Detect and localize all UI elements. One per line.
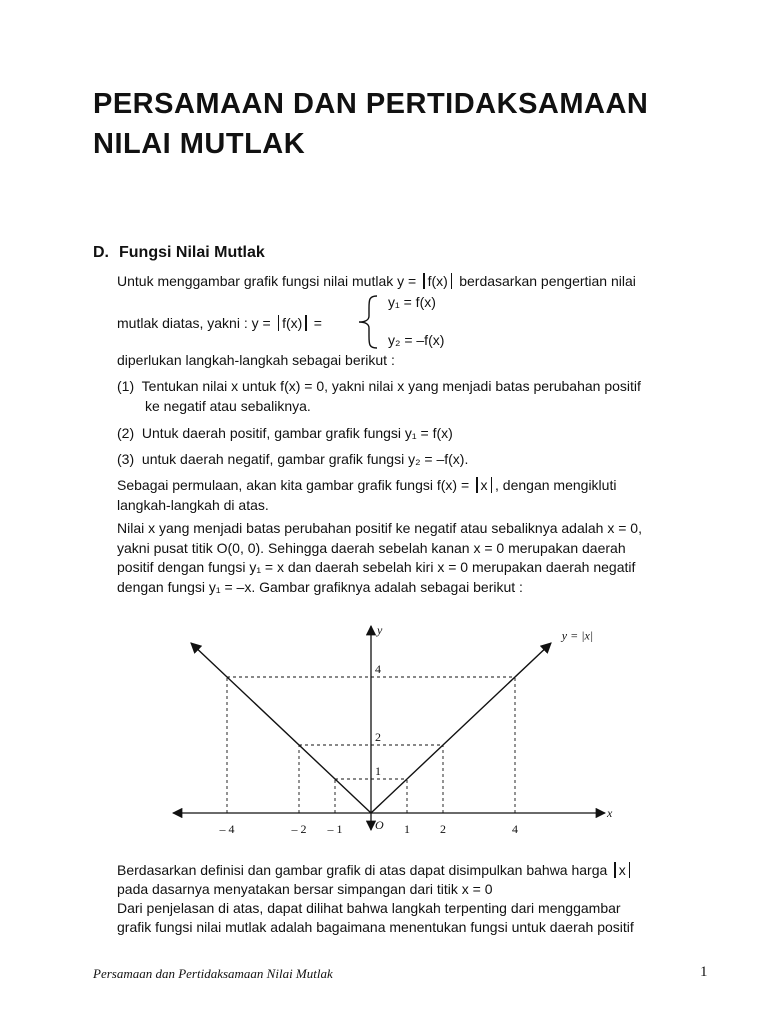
curly-brace-icon xyxy=(351,294,381,350)
curve-left-branch xyxy=(191,643,371,813)
abs-bar-left xyxy=(476,477,478,493)
example-line-1 xyxy=(117,476,616,494)
explanation-line-1: Nilai x yang menjadi batas perubahan positif ke negatif atau sebaliknya adalah x = 0, xyxy=(117,520,642,536)
example-tail: , dengan mengikluti xyxy=(495,477,617,493)
intro-fx: f(x) xyxy=(427,273,448,289)
conclusion-line-2: pada dasarnya menyatakan bersar simpangan dari titik x = 0 xyxy=(117,881,493,897)
y-tick-label: 4 xyxy=(375,662,381,676)
x-tick-label: 4 xyxy=(512,822,518,836)
case-1: y₁ = f(x) xyxy=(388,294,436,310)
abs-bar-right xyxy=(451,273,453,289)
step-3 xyxy=(117,450,468,468)
step-text: Untuk daerah positif, gambar grafik fungsi y₁ = f(x) xyxy=(141,425,453,441)
intro-line-3: diperlukan langkah-langkah sebagai berikut : xyxy=(117,352,395,368)
intro-line-1 xyxy=(117,272,636,290)
explanation-line-4: dengan fungsi y₁ = –x. Gambar grafiknya adalah sebagai berikut : xyxy=(117,579,523,595)
origin-label: O xyxy=(375,818,384,832)
curve-right-branch xyxy=(371,643,551,813)
section-number: D. xyxy=(93,244,109,261)
intro-equals: = xyxy=(313,315,322,331)
step-2 xyxy=(117,424,453,442)
x-tick-label: – 4 xyxy=(219,822,235,836)
abs-bar-left xyxy=(614,862,616,878)
conclusion-line-3: Dari penjelasan di atas, dapat dilihat bahwa langkah terpenting dari menggambar xyxy=(117,900,621,916)
example-text: Sebagai permulaan, akan kita gambar grafik fungsi f(x) = xyxy=(117,477,470,493)
step-text: Tentukan nilai x untuk f(x) = 0, yakni nilai x yang menjadi batas perubahan positif xyxy=(141,378,641,394)
abs-bar-right xyxy=(629,862,631,878)
step-number: (2) xyxy=(117,425,135,441)
case-2: y₂ = –f(x) xyxy=(388,332,445,348)
y-tick-label: 1 xyxy=(375,764,381,778)
step-text: untuk daerah negatif, gambar grafik fungsi y₂ = –f(x). xyxy=(141,451,469,467)
example-line-2: langkah-langkah di atas. xyxy=(117,497,269,513)
intro-line-2-text: mutlak diatas, yakni : y = xyxy=(117,315,271,331)
explanation-line-2: yakni pusat titik O(0, 0). Sehingga daerah sebelah kanan x = 0 merupakan daerah xyxy=(117,540,626,556)
function-label: y = |x| xyxy=(561,628,594,643)
conclusion-line-4: grafik fungsi nilai mutlak adalah bagaimana menentukan fungsi untuk daerah positif xyxy=(117,919,634,935)
abs-bar-left xyxy=(423,273,425,289)
explanation-line-3: positif dengan fungsi y₁ = x dan daerah sebelah kiri x = 0 merupakan daerah negatif xyxy=(117,559,636,575)
page-number: 1 xyxy=(700,964,708,980)
x-tick-label: – 1 xyxy=(327,822,343,836)
x-tick-label: 2 xyxy=(440,822,446,836)
x-tick-label: 1 xyxy=(404,822,410,836)
y-tick-label: 2 xyxy=(375,730,381,744)
step-1-cont: ke negatif atau sebaliknya. xyxy=(145,398,311,414)
absolute-value-graph xyxy=(150,620,620,845)
conclusion-text: Berdasarkan definisi dan gambar grafik di atas dapat disimpulkan bahwa harga xyxy=(117,862,608,878)
x-axis-label: x xyxy=(607,806,613,820)
example-x: x xyxy=(480,477,488,493)
x-tick-label: – 2 xyxy=(291,822,307,836)
section-title: Fungsi Nilai Mutlak xyxy=(119,244,265,261)
title-line-2: NILAI MUTLAK xyxy=(93,128,306,160)
title-line-1: PERSAMAAN DAN PERTIDAKSAMAAN xyxy=(93,88,649,120)
abs-bar-right xyxy=(305,315,307,331)
step-1 xyxy=(117,377,641,395)
footer-title: Persamaan dan Pertidaksamaan Nilai Mutlak xyxy=(93,966,333,981)
document-title xyxy=(93,84,733,164)
conclusion-line-1 xyxy=(117,861,633,879)
y-axis-label: y xyxy=(377,623,383,637)
abs-bar-left xyxy=(278,315,280,331)
intro-fx-2: f(x) xyxy=(282,315,303,331)
abs-bar-right xyxy=(491,477,493,493)
step-number: (1) xyxy=(117,378,135,394)
conclusion-x: x xyxy=(618,862,626,878)
intro-line-1-tail: berdasarkan pengertian nilai xyxy=(459,273,636,289)
step-number: (3) xyxy=(117,451,135,467)
section-heading xyxy=(93,244,265,262)
intro-line-1-text: Untuk menggambar grafik fungsi nilai mutlak y = xyxy=(117,273,417,289)
intro-line-2 xyxy=(117,314,322,332)
